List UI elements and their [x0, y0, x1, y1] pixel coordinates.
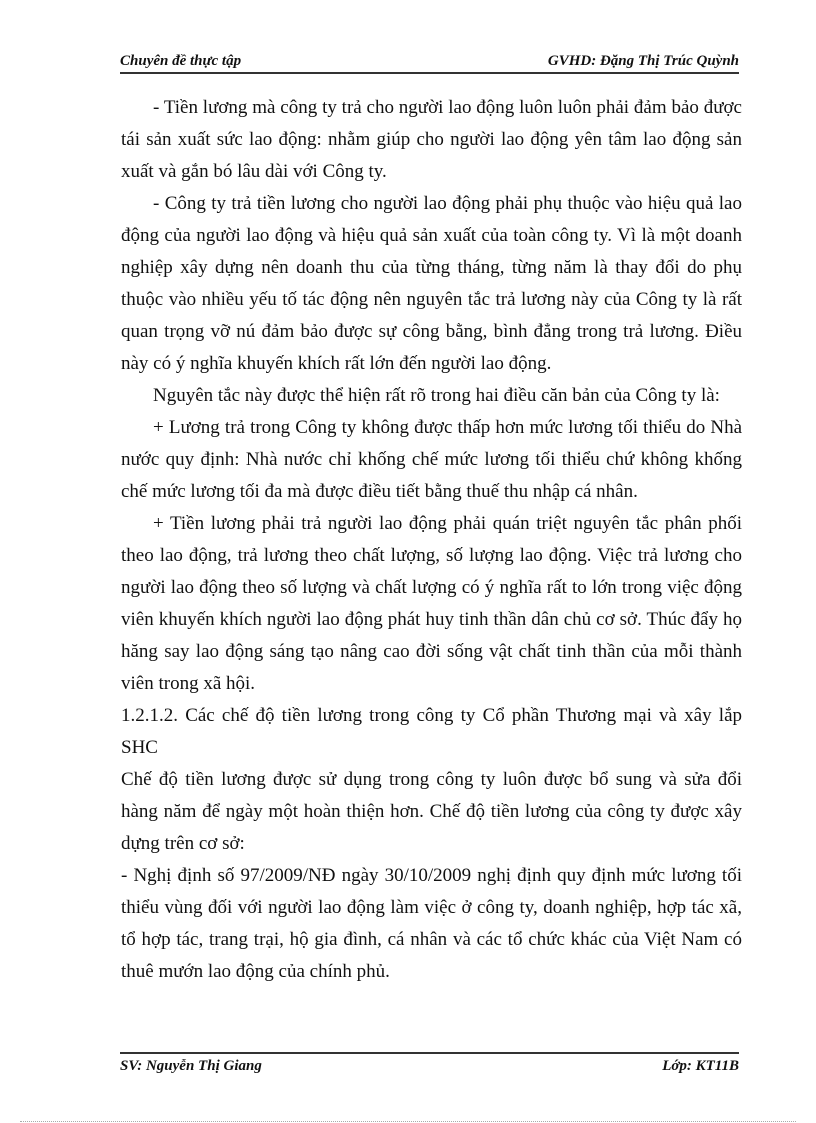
- footer-class: Lớp: KT11B: [662, 1058, 739, 1074]
- header-right-supervisor: GVHD: Đặng Thị Trúc Quỳnh: [547, 53, 739, 69]
- paragraph-7: - Nghị định số 97/2009/NĐ ngày 30/10/2009 nghị định quy định mức lương tối thiểu vùng đối với người lao động làm việc ở công ty, doanh nghiệp, hợp tác xã, tổ hợp tác, trang trại, hộ gia đình, cá nhân và các tổ chức khác của Việt Nam có thuê mướn lao động của chính phủ.: [121, 865, 742, 982]
- paragraph-4: + Lương trả trong Công ty không được thấp hơn mức lương tối thiểu do Nhà nước quy định: Nhà nước chỉ khống chế mức lương tối thiểu chứ không khống chế mức lương tối đa mà được điều tiết bằng thuế thu nhập cá nhân.: [121, 417, 742, 502]
- paragraph-5: + Tiền lương phải trả người lao động phải quán triệt nguyên tắc phân phối theo lao động, trả lương theo chất lượng, số lượng lao động. Việc trả lương cho người lao động theo số lượng và chất lượng có ý nghĩa rất to lớn trong việc động viên khuyến khích người lao động phát huy tinh thần dân chủ cơ sở. Thúc đẩy họ hăng say lao động sáng tạo nâng cao đời sống vật chất tinh thần của mỗi thành viên trong xã hội.: [121, 513, 742, 694]
- page-edge-divider: [20, 1121, 796, 1122]
- footer-student-name: SV: Nguyễn Thị Giang: [120, 1058, 262, 1074]
- paragraph-3: Nguyên tắc này được thể hiện rất rõ trong hai điều căn bản của Công ty là:: [153, 385, 720, 406]
- paragraph-1: - Tiền lương mà công ty trả cho người lao động luôn luôn phải đảm bảo được tái sản xuất sức lao động: nhằm giúp cho người lao động yên tâm lao động sản xuất và gắn bó lâu dài với Công ty.: [121, 97, 742, 182]
- paragraph-2: - Công ty trả tiền lương cho người lao động phải phụ thuộc vào hiệu quả lao động của người lao động và hiệu quả sản xuất của toàn công ty. Vì là một doanh nghiệp xây dựng nên doanh thu của từng tháng, từng năm là thay đổi do phụ thuộc vào nhiều yếu tố tác động nên nguyên tắc trả lương này của Công ty là rất quan trọng vỡ nú đảm bảo được sự công bằng, bình đẳng trong trả lương. Điều này có ý nghĩa khuyến khích rất lớn đến người lao động.: [121, 193, 742, 374]
- document-body: [121, 92, 742, 988]
- header-left-title: Chuyên đề thực tập: [120, 53, 242, 69]
- page-footer: [120, 1052, 739, 1075]
- page-header: [120, 46, 739, 74]
- section-heading: 1.2.1.2. Các chế độ tiền lương trong công ty Cổ phần Thương mại và xây lắp SHC: [121, 705, 742, 758]
- paragraph-6: Chế độ tiền lương được sử dụng trong công ty luôn được bổ sung và sửa đổi hàng năm để ngày một hoàn thiện hơn. Chế độ tiền lương của công ty được xây dựng trên cơ sở:: [121, 769, 742, 854]
